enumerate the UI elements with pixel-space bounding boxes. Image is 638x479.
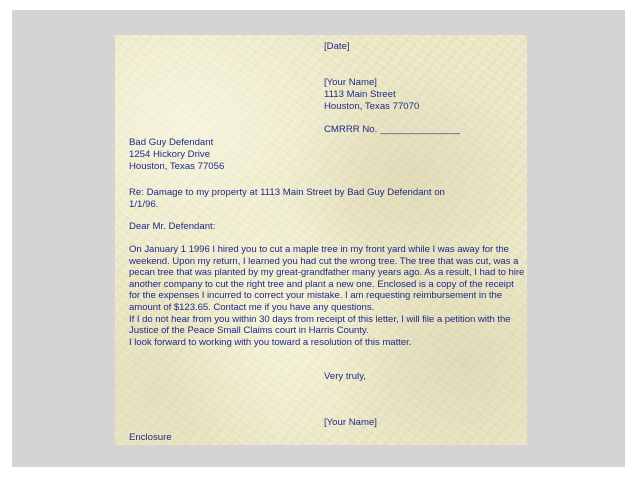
re-line: Re: Damage to my property at 1113 Main Street by Bad Guy Defendant on [129,187,445,198]
body-paragraph: If I do not hear from you within 30 days from receipt of this letter, I will file a petition with the Justice of the Peace Small Claims court in Harris County. [129,313,511,337]
letter-date: [Date] [324,41,350,52]
sender-name: [Your Name] [324,77,377,88]
sender-street: 1113 Main Street [324,89,396,100]
salutation: Dear Mr. Defendant: [129,221,216,232]
recipient-name: Bad Guy Defendant [129,137,214,148]
letter-body [129,244,525,348]
sender-city: Houston, Texas 77070 [324,101,420,112]
body-paragraph: I look forward to working with you toward a resolution of this matter. [129,336,412,348]
cmrrr-number: CMRRR No. _______________ [324,124,460,135]
re-line-continuation: 1/1/96. [129,199,159,210]
enclosure-note: Enclosure [129,432,172,443]
recipient-street: 1254 Hickory Drive [129,149,211,160]
signature-name: [Your Name] [324,417,377,428]
recipient-city: Houston, Texas 77056 [129,161,225,172]
body-paragraph: On January 1 1996 I hired you to cut a maple tree in my front yard while I was away for the weekend. Upon my return, I learned you had cut the wrong tree. The tree that was cut, was a pecan tree that was planted by my great-grandfather many years ago. As a result, I had to hire another company to cut the right tree and plant a new one. Enclosed is a copy of the receipt for the expenses I incurred to correct your mistake. I am requesting reimbursement in the amount of $123.65. Contact me if you have any questions. [129,244,525,313]
slide-background [12,10,625,467]
closing: Very truly, [324,371,366,382]
letter-page [115,35,527,445]
